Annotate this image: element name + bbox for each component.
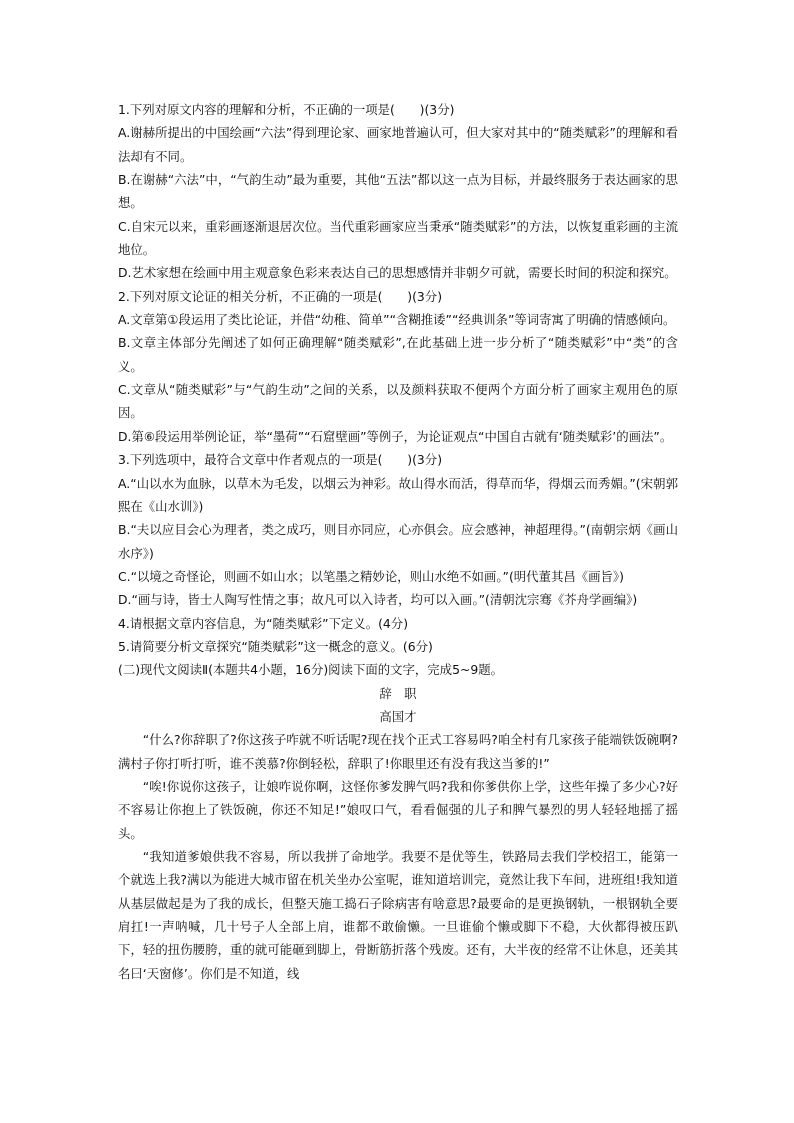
question-3-option-d: D.“画与诗，皆士人陶写性情之事；故凡可以入诗者，均可以入画。”(清朝沈宗骞《芥舟学画编》) [118,592,638,608]
question-1-option-c: C.自宋元以来，重彩画逐渐退居次位。当代重彩画家应当秉承“随类赋彩”的方法，以恢复重彩画的主流地位。 [118,218,678,258]
article-paragraph-1: “什么?你辞职了?你这孩子咋就不听话呢?现在找个正式工容易吗?咱全村有几家孩子能端铁饭碗啊?满村子你打听打听，谁不羡慕?你倒轻松，辞职了!你眼里还有没有我这当爹的!” [118,732,678,771]
question-2-stem: 2.下列对原文论证的相关分析，不正确的一项是( )(3分) [118,288,443,304]
article-title: 辞 职 [379,685,417,701]
question-1-option-d: D.艺术家想在绘画中用主观意象色彩来表达自己的思想感情并非朝夕可就，需要长时间的积淀和探究。 [118,265,677,281]
article-paragraph-3: “我知道爹娘供我不容易，所以我拼了命地学。我要不是优等生，铁路局去我们学校招工，能第一个就选上我?满以为能进大城市留在机关坐办公室呢，谁知道培训完，竟然让我下车间，进班组!我知道从基层做起是为了我的成长，但整天施工捣石子除病害有啥意思?最要命的是更换钢轨，一根钢轨全要肩扛!一声呐喊，几十号子人全部上肩，谁都不敢偷懒。一旦谁偷个懒或脚下不稳，大伙都得被压趴下，轻的扭伤腰胯，重的就可能砸到脚上，骨断筋折落个残废。还有，大半夜的经常不让休息，还美其名曰‘天窗修’。你们是不知道，线 [118,849,678,981]
question-2-option-c: C.文章从“随类赋彩”与“气韵生动”之间的关系，以及颜料获取不便两个方面分析了画家主观用色的原因。 [118,382,678,421]
question-4: 4.请根据文章内容信息，为“随类赋彩”下定义。(4分) [118,615,409,631]
article-paragraph-2: “唉!你说你这孩子，让娘咋说你啊，这怪你爹发脾气吗?我和你爹供你上学，这些年操了多少心?好不容易让你抱上了铁饭碗，你还不知足!”娘叹口气，看看倔强的儿子和脾气暴烈的男人轻轻地摇了摇头。 [118,778,678,841]
exam-page [118,98,678,985]
section-heading: (二)现代文阅读Ⅱ(本题共4小题，16分)阅读下面的文字，完成5~9题。 [118,662,503,678]
question-1-option-b: B.在谢赫“六法”中，“气韵生动”最为重要，其他“五法”都以这一点为目标，并最终服务于表达画家的思想。 [118,172,678,211]
question-3-option-a: A.“山以水为血脉，以草木为毛发，以烟云为神彩。故山得水而活，得草而华，得烟云而秀媚。”(宋朝郭熙在《山水训》) [118,475,678,514]
question-3-stem: 3.下列选项中，最符合文章中作者观点的一项是( )(3分) [118,452,443,468]
question-2-option-a: A.文章第①段运用了类比论证，并借“幼稚、简单”“含糊推诿”“经典训条”等词寄寓了明确的情感倾向。 [118,312,676,328]
question-3-option-b: B.“夫以应目会心为理者，类之成巧，则目亦同应，心亦俱会。应会感神，神超理得。”(南朝宗炳《画山水序》) [118,522,678,561]
question-1-option-a: A.谢赫所提出的中国绘画“六法”得到理论家、画家地普遍认可，但大家对其中的“随类赋彩”的理解和看法却有不同。 [118,125,678,164]
question-5: 5.请简要分析文章探究“随类赋彩”这一概念的意义。(6分) [118,638,433,654]
question-2-option-b: B.文章主体部分先阐述了如何正确理解“随类赋彩”,在此基础上进一步分析了“随类赋彩”中“类”的含义。 [118,335,678,374]
question-2-option-d: D.第⑥段运用举例论证，举“墨荷”“石窟壁画”等例子，为论证观点“中国自古就有‘随类赋彩’的画法”。 [118,428,673,444]
question-1-stem: 1.下列对原文内容的理解和分析，不正确的一项是( )(3分) [118,102,455,117]
article-author: 高国才 [379,708,417,724]
question-3-option-c: C.“以境之奇怪论，则画不如山水；以笔墨之精妙论，则山水绝不如画。”(明代董其昌《画旨》) [118,568,624,584]
